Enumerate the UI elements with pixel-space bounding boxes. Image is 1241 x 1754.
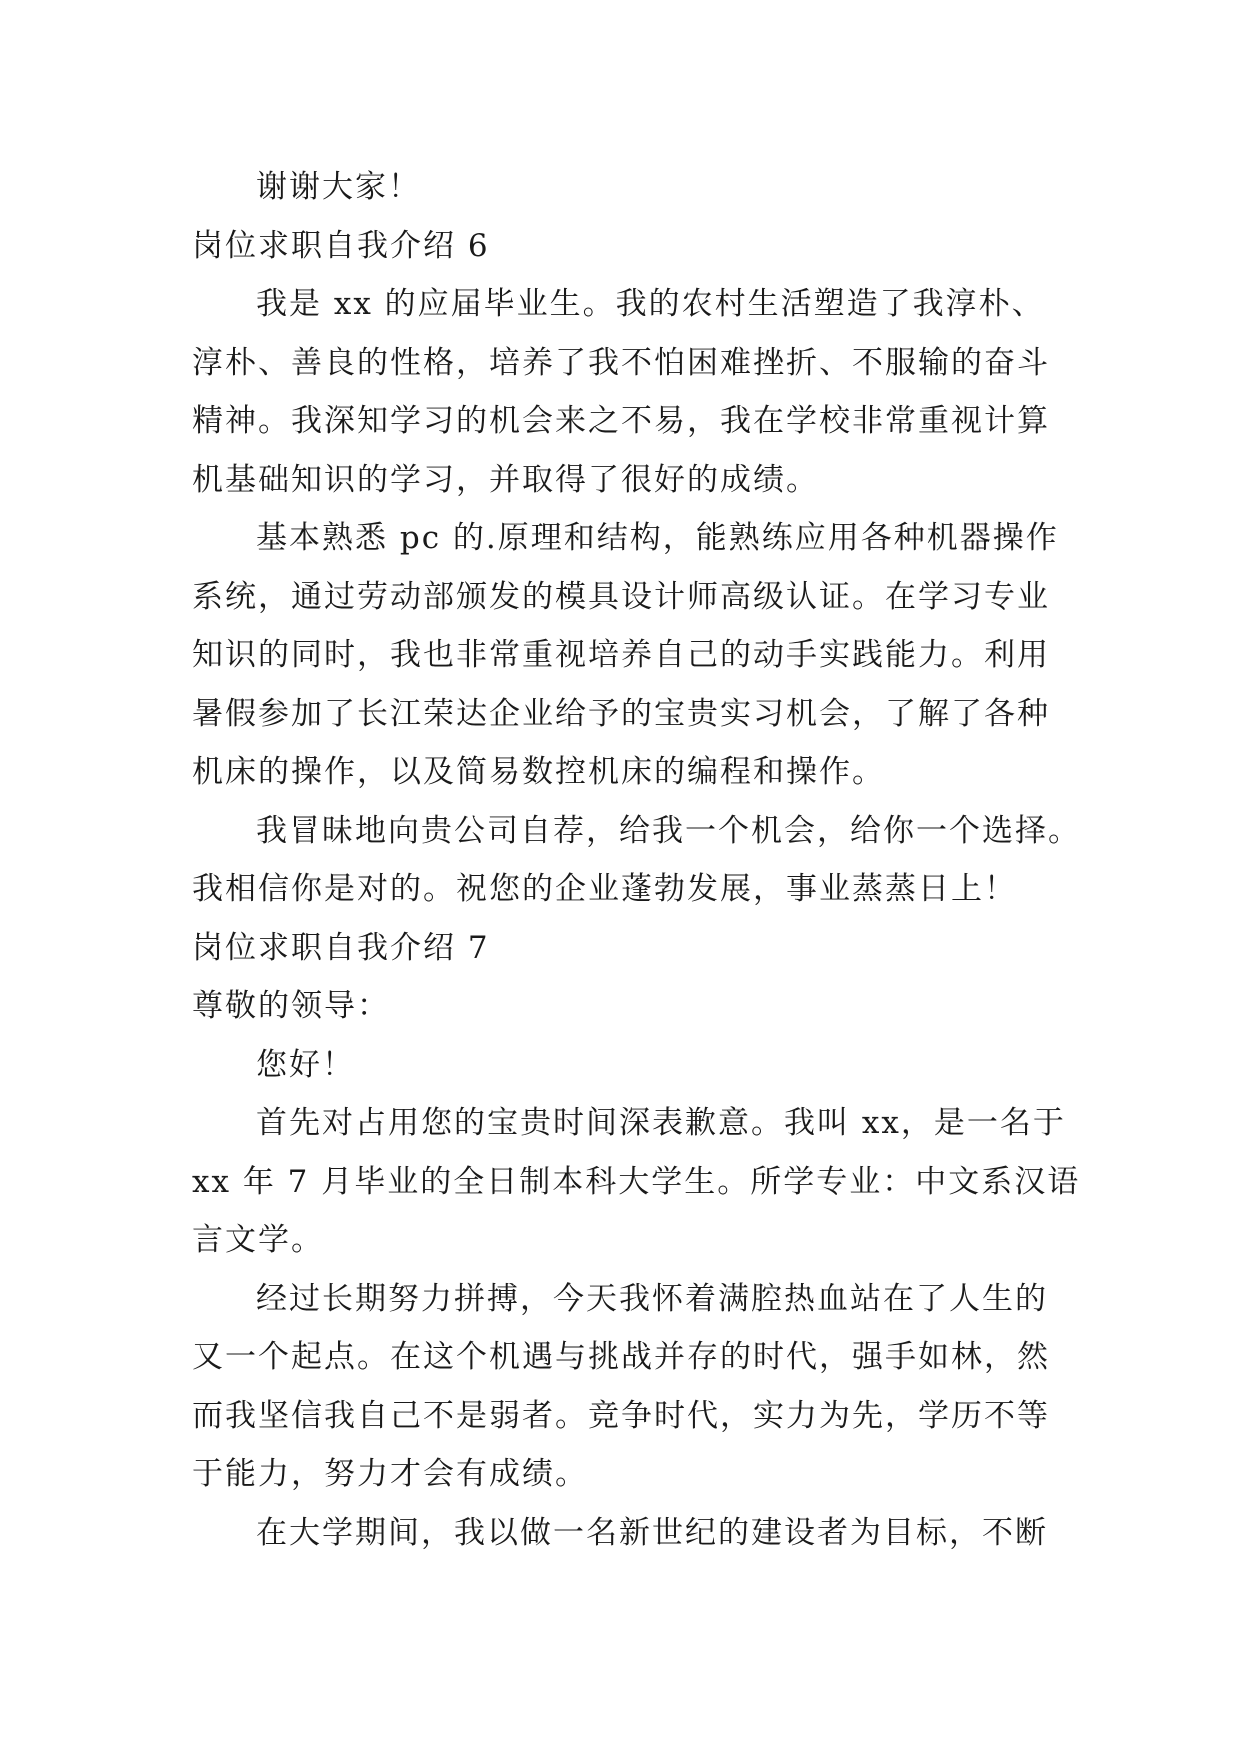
document-body xyxy=(192,158,1081,1562)
paragraph-line: 暑假参加了长江荣达企业给予的宝贵实习机会，了解了各种 xyxy=(192,695,1050,732)
paragraph-line: 我冒昧地向贵公司自荐，给我一个机会，给你一个选择。 xyxy=(256,812,1081,849)
paragraph-line: 我是 xx 的应届毕业生。我的农村生活塑造了我淳朴、 xyxy=(256,286,1045,322)
paragraph-line: 而我坚信我自己不是弱者。竞争时代，实力为先，学历不等 xyxy=(192,1397,1050,1434)
paragraph-line: 又一个起点。在这个机遇与挑战并存的时代，强手如林，然 xyxy=(192,1339,1050,1375)
closing-line: 谢谢大家！ xyxy=(256,169,421,205)
greeting: 您好！ xyxy=(256,1046,355,1083)
paragraph-line: 系统，通过劳动部颁发的模具设计师高级认证。在学习专业 xyxy=(192,578,1050,615)
paragraph-line: 机基础知识的学习，并取得了很好的成绩。 xyxy=(192,461,819,498)
salutation: 尊敬的领导： xyxy=(192,988,390,1024)
paragraph-line: 在大学期间，我以做一名新世纪的建设者为目标，不断 xyxy=(256,1514,1048,1551)
paragraph-line: 知识的同时，我也非常重视培养自己的动手实践能力。利用 xyxy=(192,637,1050,673)
paragraph-line: 经过长期努力拼搏，今天我怀着满腔热血站在了人生的 xyxy=(256,1280,1048,1317)
paragraph-line: 基本熟悉 pc 的.原理和结构，能熟练应用各种机器操作 xyxy=(256,520,1059,556)
section-heading: 岗位求职自我介绍 6 xyxy=(192,227,490,264)
paragraph-line: 机床的操作，以及简易数控机床的编程和操作。 xyxy=(192,754,885,790)
paragraph-line: 于能力，努力才会有成绩。 xyxy=(192,1456,588,1492)
section-heading: 岗位求职自我介绍 7 xyxy=(192,929,490,966)
paragraph-line: 首先对占用您的宝贵时间深表歉意。我叫 xx，是一名于 xyxy=(256,1105,1066,1141)
paragraph-line: 我相信你是对的。祝您的企业蓬勃发展，事业蒸蒸日上！ xyxy=(192,871,1017,907)
paragraph-line: 淳朴、善良的性格，培养了我不怕困难挫折、不服输的奋斗 xyxy=(192,344,1050,381)
paragraph-line: 精神。我深知学习的机会来之不易，我在学校非常重视计算 xyxy=(192,403,1050,439)
paragraph-line: 言文学。 xyxy=(192,1222,324,1258)
paragraph-line: xx 年 7 月毕业的全日制本科大学生。所学专业：中文系汉语 xyxy=(192,1163,1081,1200)
